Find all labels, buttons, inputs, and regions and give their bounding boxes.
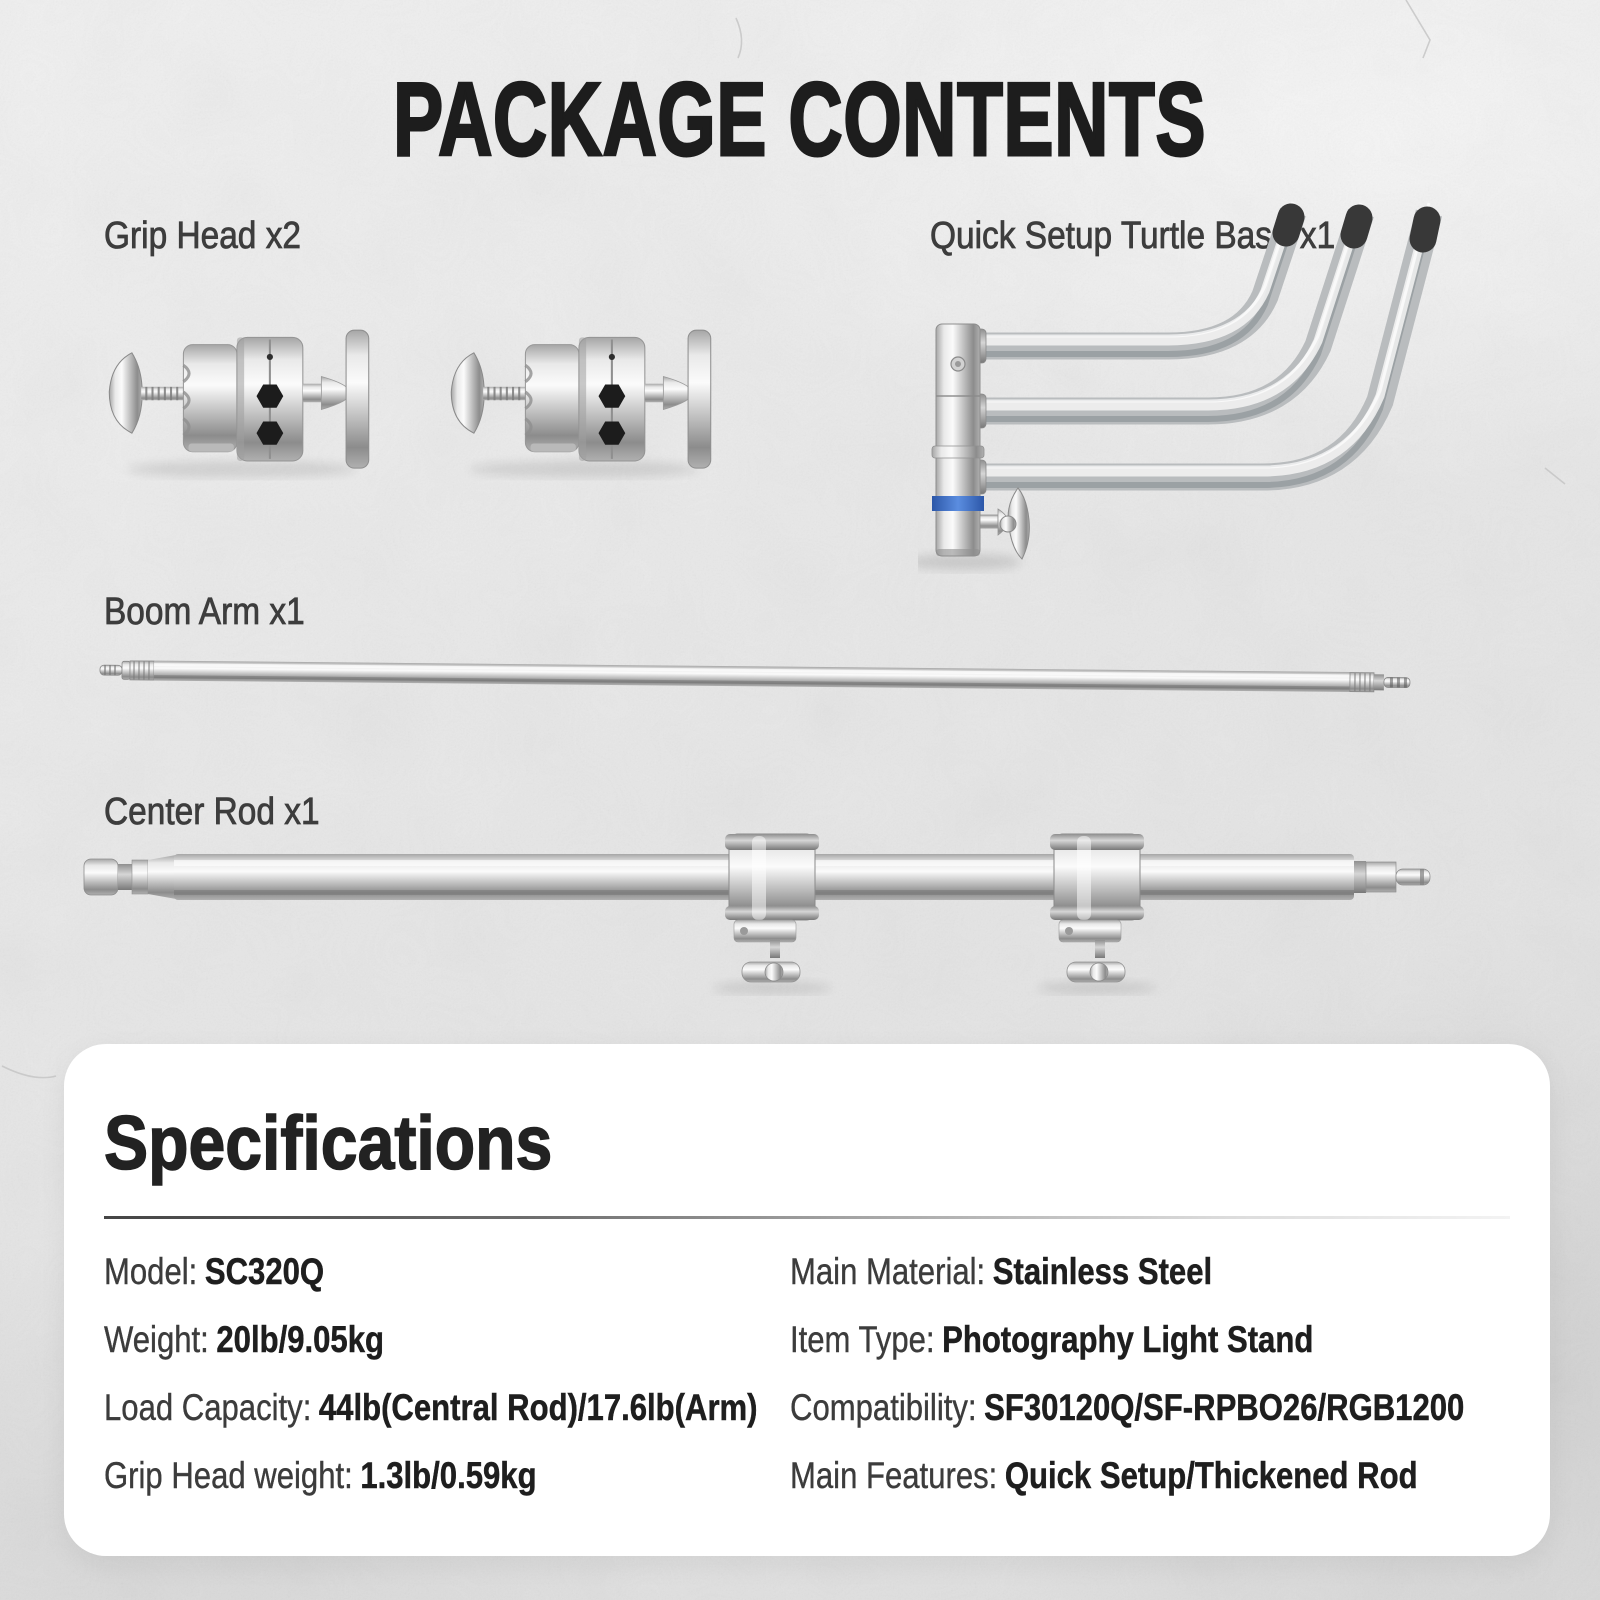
specifications-card [64,1044,1550,1556]
boom-arm-image [94,648,1430,705]
specifications-heading: Specifications [104,1101,553,1186]
specifications-divider [104,1216,1510,1219]
center-rod-image [80,828,1450,996]
spec-label: Compatibility: [790,1387,977,1428]
spec-value: 1.3lb/0.59kg [360,1455,537,1496]
center-rod-clamp-2 [1050,834,1144,982]
spec-row-main-features [790,1454,1418,1498]
spec-label: Main Features: [790,1455,998,1496]
spec-row-load-capacity [104,1386,758,1430]
spec-label: Weight: [104,1319,209,1360]
page-title-text: PACKAGE CONTENTS [393,62,1207,178]
spec-row-model [104,1250,324,1294]
spec-value: 20lb/9.05kg [216,1319,384,1360]
blue-band [932,496,984,511]
page-title [0,62,1600,178]
spec-label: Model: [104,1251,198,1292]
label-grip-head: Grip Head x2 [104,215,302,257]
spec-value: Quick Setup/Thickened Rod [1004,1455,1418,1496]
spec-row-weight [104,1318,384,1362]
spec-value: 44lb(Central Rod)/17.6lb(Arm) [318,1387,758,1428]
turtle-base-knob [980,488,1029,559]
turtle-leg-back [970,202,1293,354]
spec-row-item-type [790,1318,1313,1362]
spec-label: Main Material: [790,1251,986,1292]
spec-label: Item Type: [790,1319,935,1360]
spec-value: SC320Q [204,1251,325,1292]
spec-value: Photography Light Stand [942,1319,1314,1360]
center-rod-clamp-1 [725,834,819,982]
label-boom-arm: Boom Arm x1 [104,591,305,633]
turtle-base-image [918,196,1474,574]
spec-value: Stainless Steel [992,1251,1213,1292]
grip-head-image-2 [442,304,720,482]
grip-head-image-1 [100,304,378,482]
spec-label: Load Capacity: [104,1387,312,1428]
turtle-base-column [932,324,984,556]
boom-arm-rod [100,660,1410,693]
label-turtle-base: Quick Setup Turtle Base x1 [930,215,1336,257]
spec-row-main-material [790,1250,1212,1294]
label-center-rod: Center Rod x1 [104,791,320,833]
spec-value: SF30120Q/SF-RPBO26/RGB1200 [984,1387,1465,1428]
spec-row-grip-head-weight [104,1454,537,1498]
turtle-leg-middle [970,203,1361,419]
spec-row-compatibility [790,1386,1464,1430]
spec-label: Grip Head weight: [104,1455,353,1496]
